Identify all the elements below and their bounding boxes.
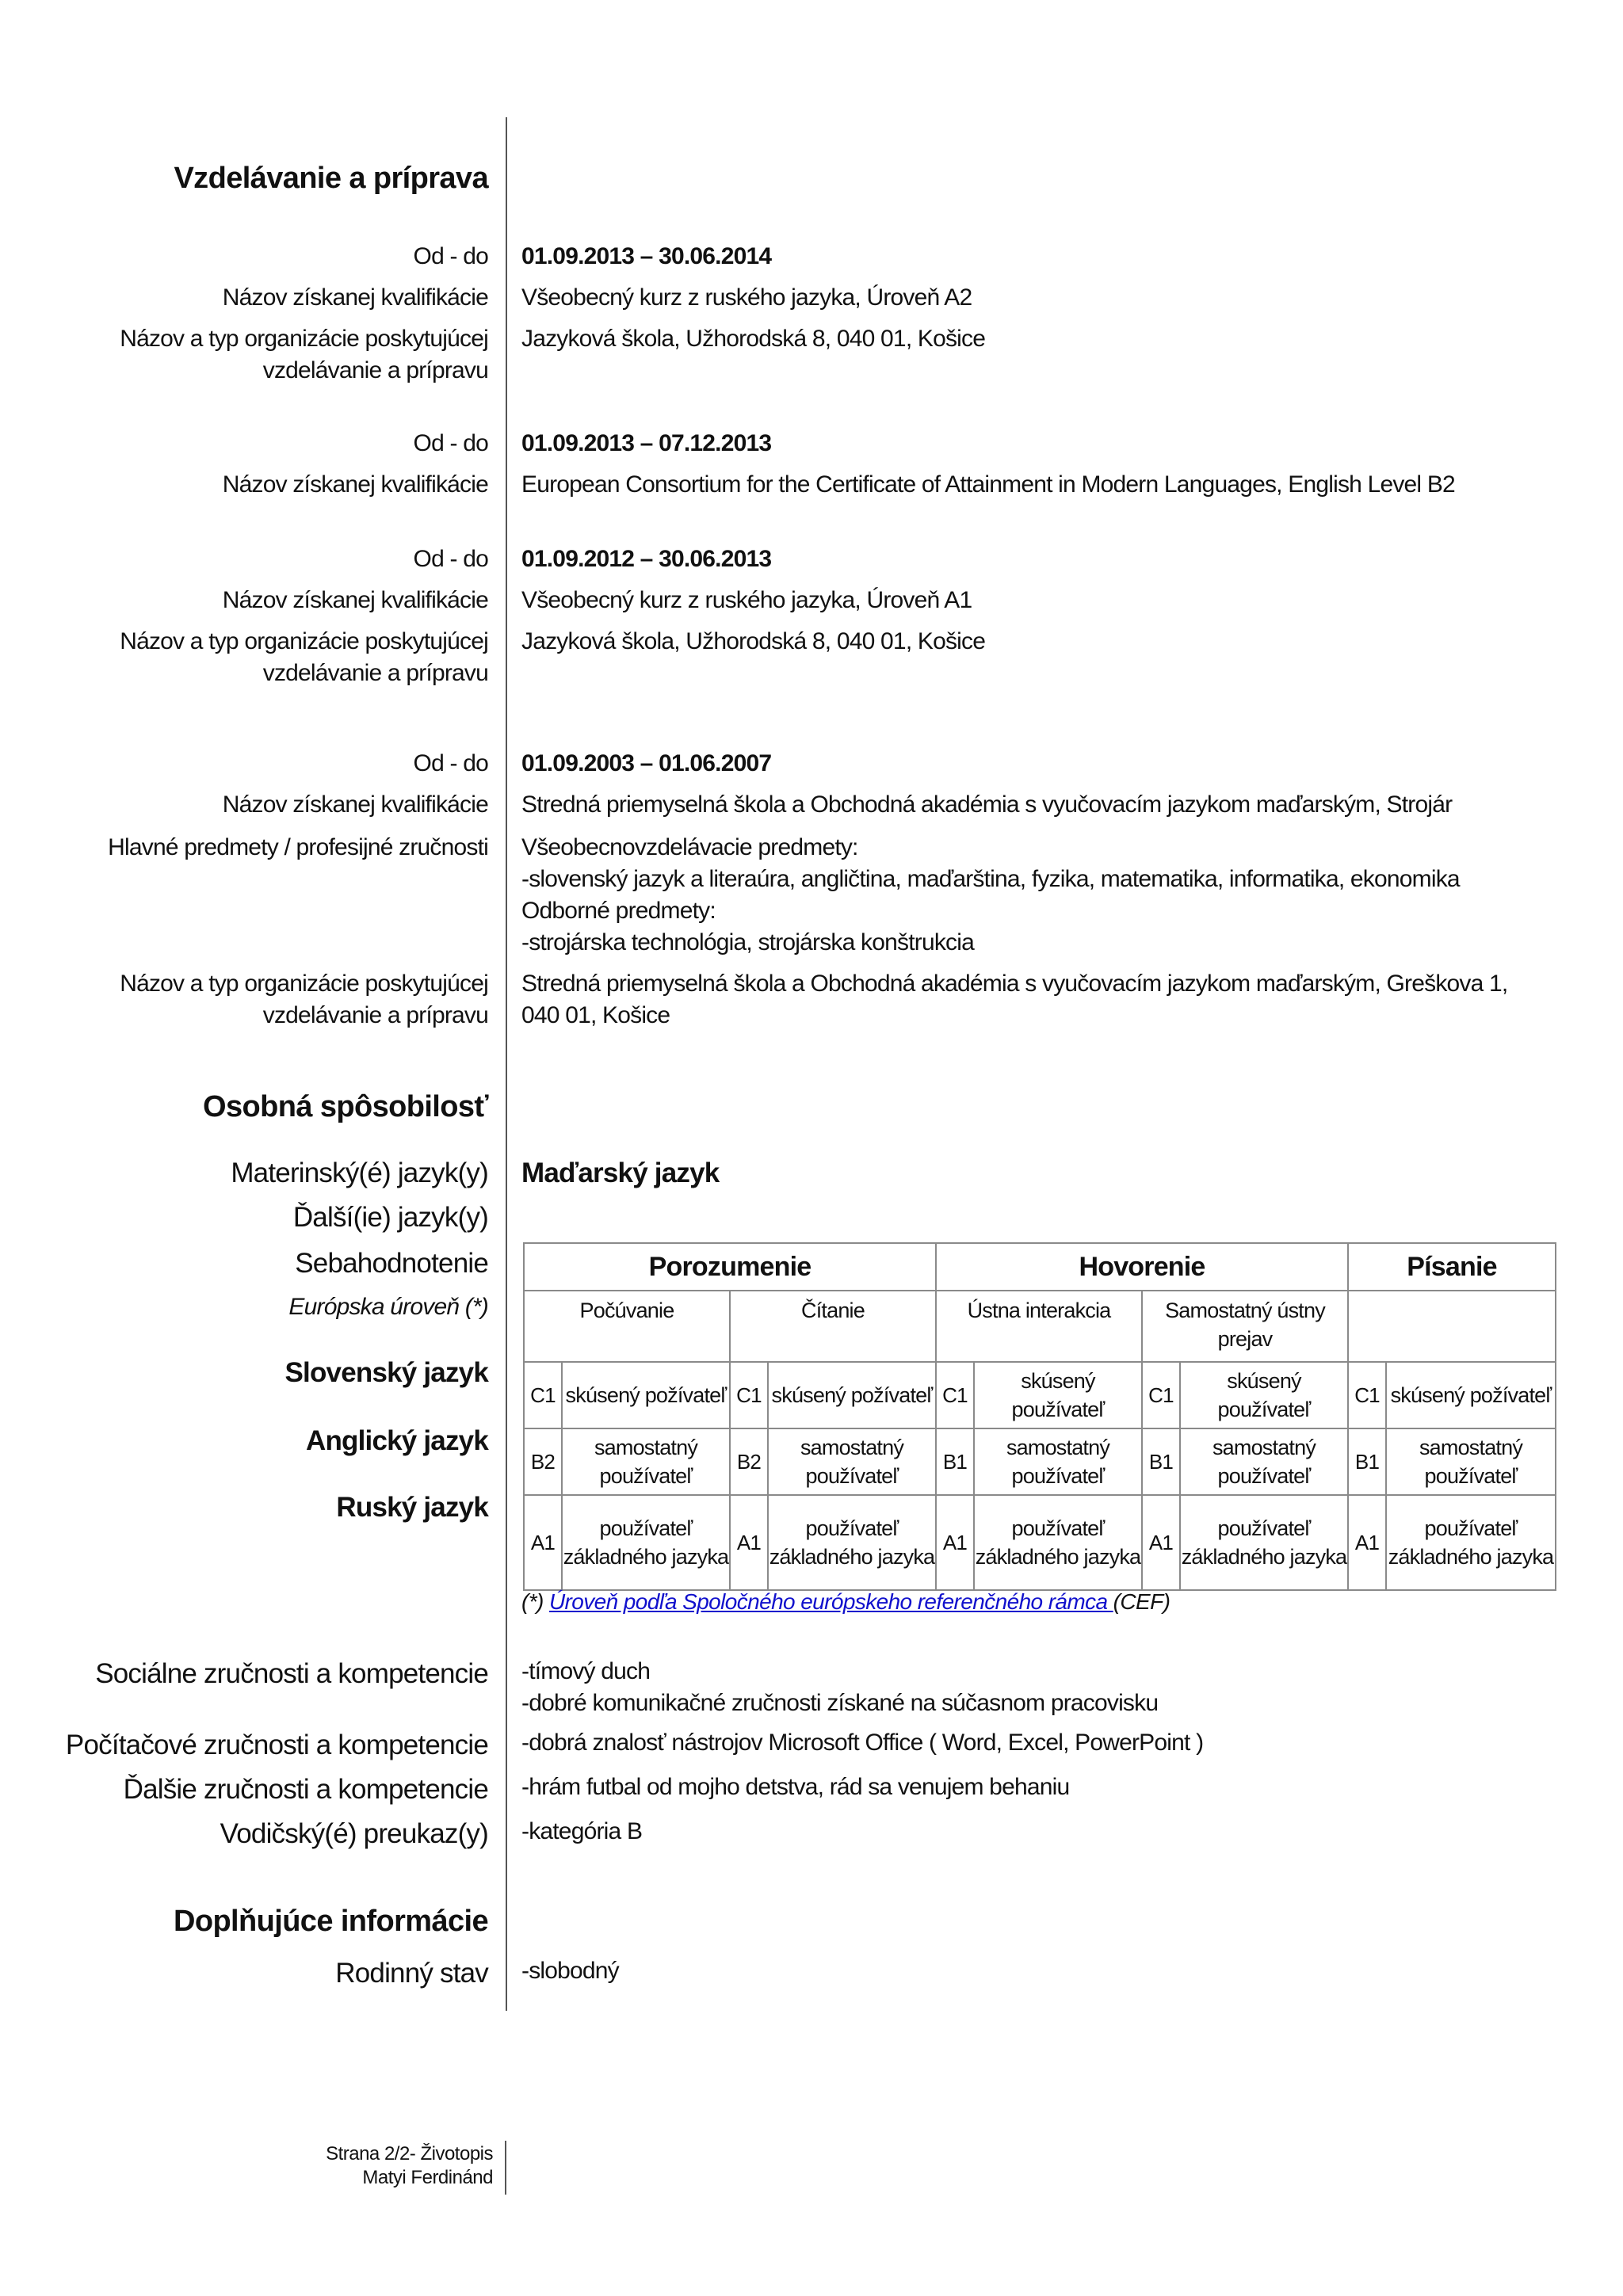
driving-licence-label: Vodičský(é) preukaz(y): [220, 1818, 488, 1849]
level-cell: B1: [1348, 1428, 1386, 1495]
organization-value: Stredná priemyselná škola a Obchodná akadémia s vyučovacím jazykom maďarským, Greškova 1,: [521, 971, 1508, 997]
qualification-label: Názov získanej kvalifikácie: [222, 791, 488, 818]
date-value: 01.09.2013 – 07.12.2013: [521, 430, 772, 456]
qualification-value: European Consortium for the Certificate of Attainment in Modern Languages, English Level B2: [521, 471, 1455, 498]
level-cell: C1: [1142, 1362, 1180, 1428]
language-name: Ruský jazyk: [336, 1492, 488, 1523]
date-value: 01.09.2012 – 30.06.2013: [521, 546, 772, 572]
organization-label-2: vzdelávanie a prípravu: [262, 357, 488, 383]
level-desc-cell: samostatný používateľ: [562, 1428, 730, 1495]
level-cell: C1: [1348, 1362, 1386, 1428]
section-heading-education: Vzdelávanie a príprava: [174, 162, 488, 195]
other-skills-label: Ďalšie zručnosti a kompetencie: [123, 1774, 488, 1805]
footnote-suffix: (CEF): [1113, 1589, 1170, 1614]
section-heading-personal: Osobná spôsobilosť: [203, 1090, 488, 1123]
cef-footnote: [521, 1588, 1170, 1616]
organization-label: Názov a typ organizácie poskytujúcej: [120, 971, 488, 997]
section-heading-additional: Doplňujúce informácie: [173, 1905, 488, 1938]
other-skills-value: -hrám futbal od mojho detstva, rád sa venujem behaniu: [521, 1774, 1070, 1800]
level-cell: A1: [936, 1495, 974, 1590]
mother-tongue-value: Maďarský jazyk: [521, 1158, 720, 1188]
subheader-reading: Čítanie: [730, 1291, 936, 1362]
level-cell: B1: [1142, 1428, 1180, 1495]
level-cell: A1: [524, 1495, 562, 1590]
level-desc-cell: skúsený požívateľ: [1386, 1362, 1556, 1428]
level-cell: C1: [936, 1362, 974, 1428]
table-header-row: [524, 1243, 1556, 1291]
qualification-value: Stredná priemyselná škola a Obchodná akadémia s vyučovacím jazykom maďarským, Strojár: [521, 791, 1453, 818]
driving-licence-value: -kategória B: [521, 1818, 643, 1844]
header-understanding: Porozumenie: [524, 1243, 936, 1291]
level-cell: C1: [524, 1362, 562, 1428]
table-subheader-row: [524, 1291, 1556, 1362]
language-name: Slovenský jazyk: [285, 1357, 488, 1388]
subjects-line-1: Všeobecnovzdelávacie predmety:: [521, 834, 858, 860]
social-skills-line-1: -tímový duch: [521, 1658, 651, 1684]
language-name: Anglický jazyk: [305, 1425, 488, 1456]
footer-page-label: Strana 2/2- Životopis: [326, 2143, 493, 2164]
date-value: 01.09.2003 – 01.06.2007: [521, 750, 772, 776]
level-desc-cell: samostatný používateľ: [768, 1428, 936, 1495]
level-desc-cell: skúsený používateľ: [1180, 1362, 1348, 1428]
organization-value: Jazyková škola, Užhorodská 8, 040 01, Košice: [521, 326, 986, 352]
level-desc-cell: používateľ základného jazyka: [562, 1495, 730, 1590]
subheader-production: Samostatný ústny prejav: [1142, 1291, 1348, 1362]
subheader-interaction: Ústna interakcia: [936, 1291, 1142, 1362]
computer-skills-label: Počítačové zručnosti a kompetencie: [65, 1730, 488, 1760]
level-cell: B2: [730, 1428, 768, 1495]
computer-skills-value: -dobrá znalosť nástrojov Microsoft Office ( Word, Excel, PowerPoint ): [521, 1730, 1204, 1756]
level-cell: B1: [936, 1428, 974, 1495]
level-desc-cell: skúsený požívateľ: [562, 1362, 730, 1428]
header-speaking: Hovorenie: [936, 1243, 1348, 1291]
table-row: [524, 1362, 1556, 1428]
footnote-prefix: (*): [521, 1589, 549, 1614]
qualification-label: Názov získanej kvalifikácie: [222, 284, 488, 311]
qualification-value: Všeobecný kurz z ruského jazyka, Úroveň A1: [521, 587, 972, 613]
level-desc-cell: skúsený používateľ: [974, 1362, 1142, 1428]
level-cell: B2: [524, 1428, 562, 1495]
date-label: Od - do: [413, 243, 488, 269]
header-writing: Písanie: [1348, 1243, 1556, 1291]
date-label: Od - do: [413, 750, 488, 776]
european-level-label: Európska úroveň (*): [288, 1294, 488, 1320]
family-status-value: -slobodný: [521, 1958, 619, 1984]
level-cell: A1: [1348, 1495, 1386, 1590]
qualification-label: Názov získanej kvalifikácie: [222, 471, 488, 498]
level-desc-cell: používateľ základného jazyka: [974, 1495, 1142, 1590]
level-desc-cell: samostatný používateľ: [1180, 1428, 1348, 1495]
organization-label-2: vzdelávanie a prípravu: [262, 660, 488, 686]
level-desc-cell: používateľ základného jazyka: [1386, 1495, 1556, 1590]
language-skills-table: [523, 1242, 1556, 1591]
date-label: Od - do: [413, 546, 488, 572]
level-desc-cell: samostatný používateľ: [1386, 1428, 1556, 1495]
footer-author-name: Matyi Ferdinánd: [362, 2167, 493, 2188]
other-languages-label: Ďalší(ie) jazyk(y): [292, 1202, 488, 1233]
self-assessment-label: Sebahodnotenie: [295, 1248, 488, 1279]
level-cell: A1: [1142, 1495, 1180, 1590]
qualification-label: Názov získanej kvalifikácie: [222, 587, 488, 613]
subjects-line-4: -strojárska technológia, strojárska konštrukcia: [521, 929, 974, 955]
level-desc-cell: samostatný používateľ: [974, 1428, 1142, 1495]
social-skills-line-2: -dobré komunikačné zručnosti získané na súčasnom pracovisku: [521, 1690, 1159, 1716]
table-row: [524, 1495, 1556, 1590]
organization-value: Jazyková škola, Užhorodská 8, 040 01, Košice: [521, 628, 986, 654]
subjects-line-3: Odborné predmety:: [521, 898, 716, 924]
level-desc-cell: používateľ základného jazyka: [768, 1495, 936, 1590]
organization-label: Názov a typ organizácie poskytujúcej: [120, 326, 488, 352]
organization-value-2: 040 01, Košice: [521, 1002, 670, 1028]
level-cell: C1: [730, 1362, 768, 1428]
mother-tongue-label: Materinský(é) jazyk(y): [231, 1158, 488, 1188]
subjects-label: Hlavné predmety / profesijné zručnosti: [108, 834, 488, 860]
date-value: 01.09.2013 – 30.06.2014: [521, 243, 772, 269]
level-desc-cell: skúsený požívateľ: [768, 1362, 936, 1428]
family-status-label: Rodinný stav: [335, 1958, 488, 1989]
subheader-listening: Počúvanie: [524, 1291, 730, 1362]
level-desc-cell: používateľ základného jazyka: [1180, 1495, 1348, 1590]
vertical-divider: [506, 117, 507, 2011]
cef-reference-link[interactable]: Úroveň podľa Spoločného európskeho referenčného rámca: [548, 1589, 1113, 1614]
organization-label: Názov a typ organizácie poskytujúcej: [120, 628, 488, 654]
organization-label-2: vzdelávanie a prípravu: [262, 1002, 488, 1028]
footer-divider: [505, 2141, 506, 2195]
qualification-value: Všeobecný kurz z ruského jazyka, Úroveň A2: [521, 284, 972, 311]
subheader-writing-empty: [1348, 1291, 1556, 1362]
subjects-line-2: -slovenský jazyk a literaúra, angličtina, maďarština, fyzika, matematika, informatika, ekonomika: [521, 866, 1460, 892]
social-skills-label: Sociálne zručnosti a kompetencie: [95, 1658, 488, 1689]
level-cell: A1: [730, 1495, 768, 1590]
table-row: [524, 1428, 1556, 1495]
date-label: Od - do: [413, 430, 488, 456]
